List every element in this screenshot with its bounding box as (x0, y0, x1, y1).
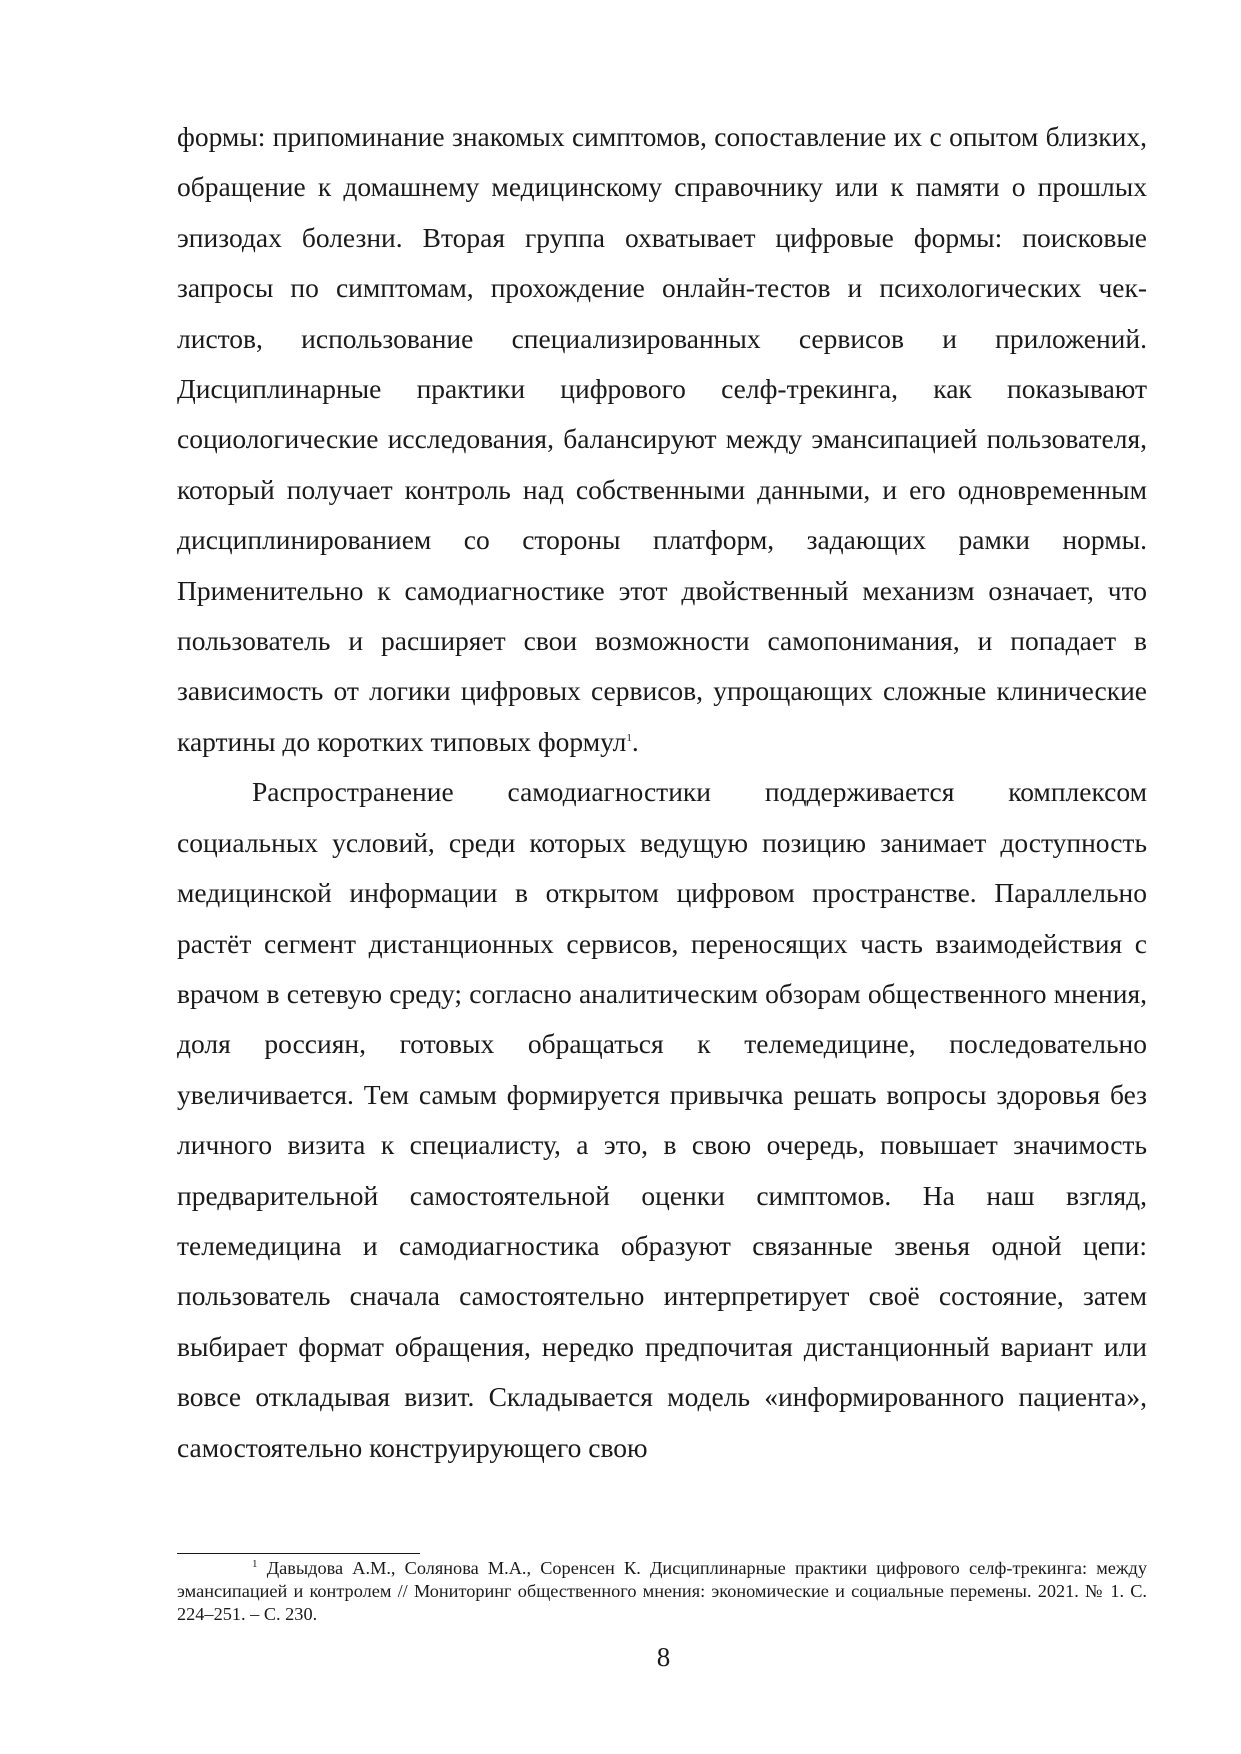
paragraph-2 (177, 767, 1147, 1473)
body-text (177, 112, 1147, 1473)
paragraph-2-text: Распространение самодиагностики поддерживается комплексом социальных условий, среди которых ведущую позицию занимает доступность медицинской информации в открытом цифровом пространстве. Параллельно растёт сегмент дистанционных сервисов, переносящих часть взаимодействия с врачом в сетевую среду; согласно аналитическим обзорам общественного мнения, доля россиян, готовых обращаться к телемедицине, последовательно увеличивается. Тем самым формируется привычка решать вопросы здоровья без личного визита к специалисту, а это, в свою очередь, повышает значимость предварительной самостоятельной оценки симптомов. На наш взгляд, телемедицина и самодиагностика образуют связанные звенья одной цепи: пользователь сначала самостоятельно интерпретирует своё состояние, затем выбирает формат обращения, нередко предпочитая дистанционный вариант или вовсе откладывая визит. Складывается модель «информированного пациента», самостоятельно конструирующего свою (177, 776, 1147, 1463)
footnotes (177, 1557, 1147, 1625)
paragraph-1-ending: . (631, 725, 639, 757)
page-number: 8 (656, 1642, 671, 1672)
footnote-separator (177, 1553, 420, 1554)
footnote-1 (177, 1557, 1147, 1625)
footnote-number: 1 (252, 1557, 258, 1570)
footnote-reference-1[interactable]: 1 (626, 731, 632, 744)
footnote-text: Давыдова А.М., Солянова М.А., Соренсен К. Дисциплинарные практики цифрового селф-трекинга: между эмансипацией и контролем // Мониторинг общественного мнения: экономические и социальные перемены. 2021. № 1. С. 224–251. – С. 230. (177, 1558, 1147, 1624)
paragraph-1 (177, 112, 1147, 767)
paragraph-1-text: формы: припоминание знакомых симптомов, сопоставление их с опытом близких, обращение к домашнему медицинскому справочнику или к памяти о прошлых эпизодах болезни. Вторая группа охватывает цифровые формы: поисковые запросы по симптомам, прохождение онлайн-тестов и психологических чек-листов, использование специализированных сервисов и приложений. Дисциплинарные практики цифрового селф-трекинга, как показывают социологические исследования, балансируют между эмансипацией пользователя, который получает контроль над собственными данными, и его одновременным дисциплинированием со стороны платформ, задающих рамки нормы. Применительно к самодиагностике этот двойственный механизм означает, что пользователь и расширяет свои возможности самопонимания, и попадает в зависимость от логики цифровых сервисов, упрощающих сложные клинические картины до коротких типовых формул (177, 121, 1147, 757)
